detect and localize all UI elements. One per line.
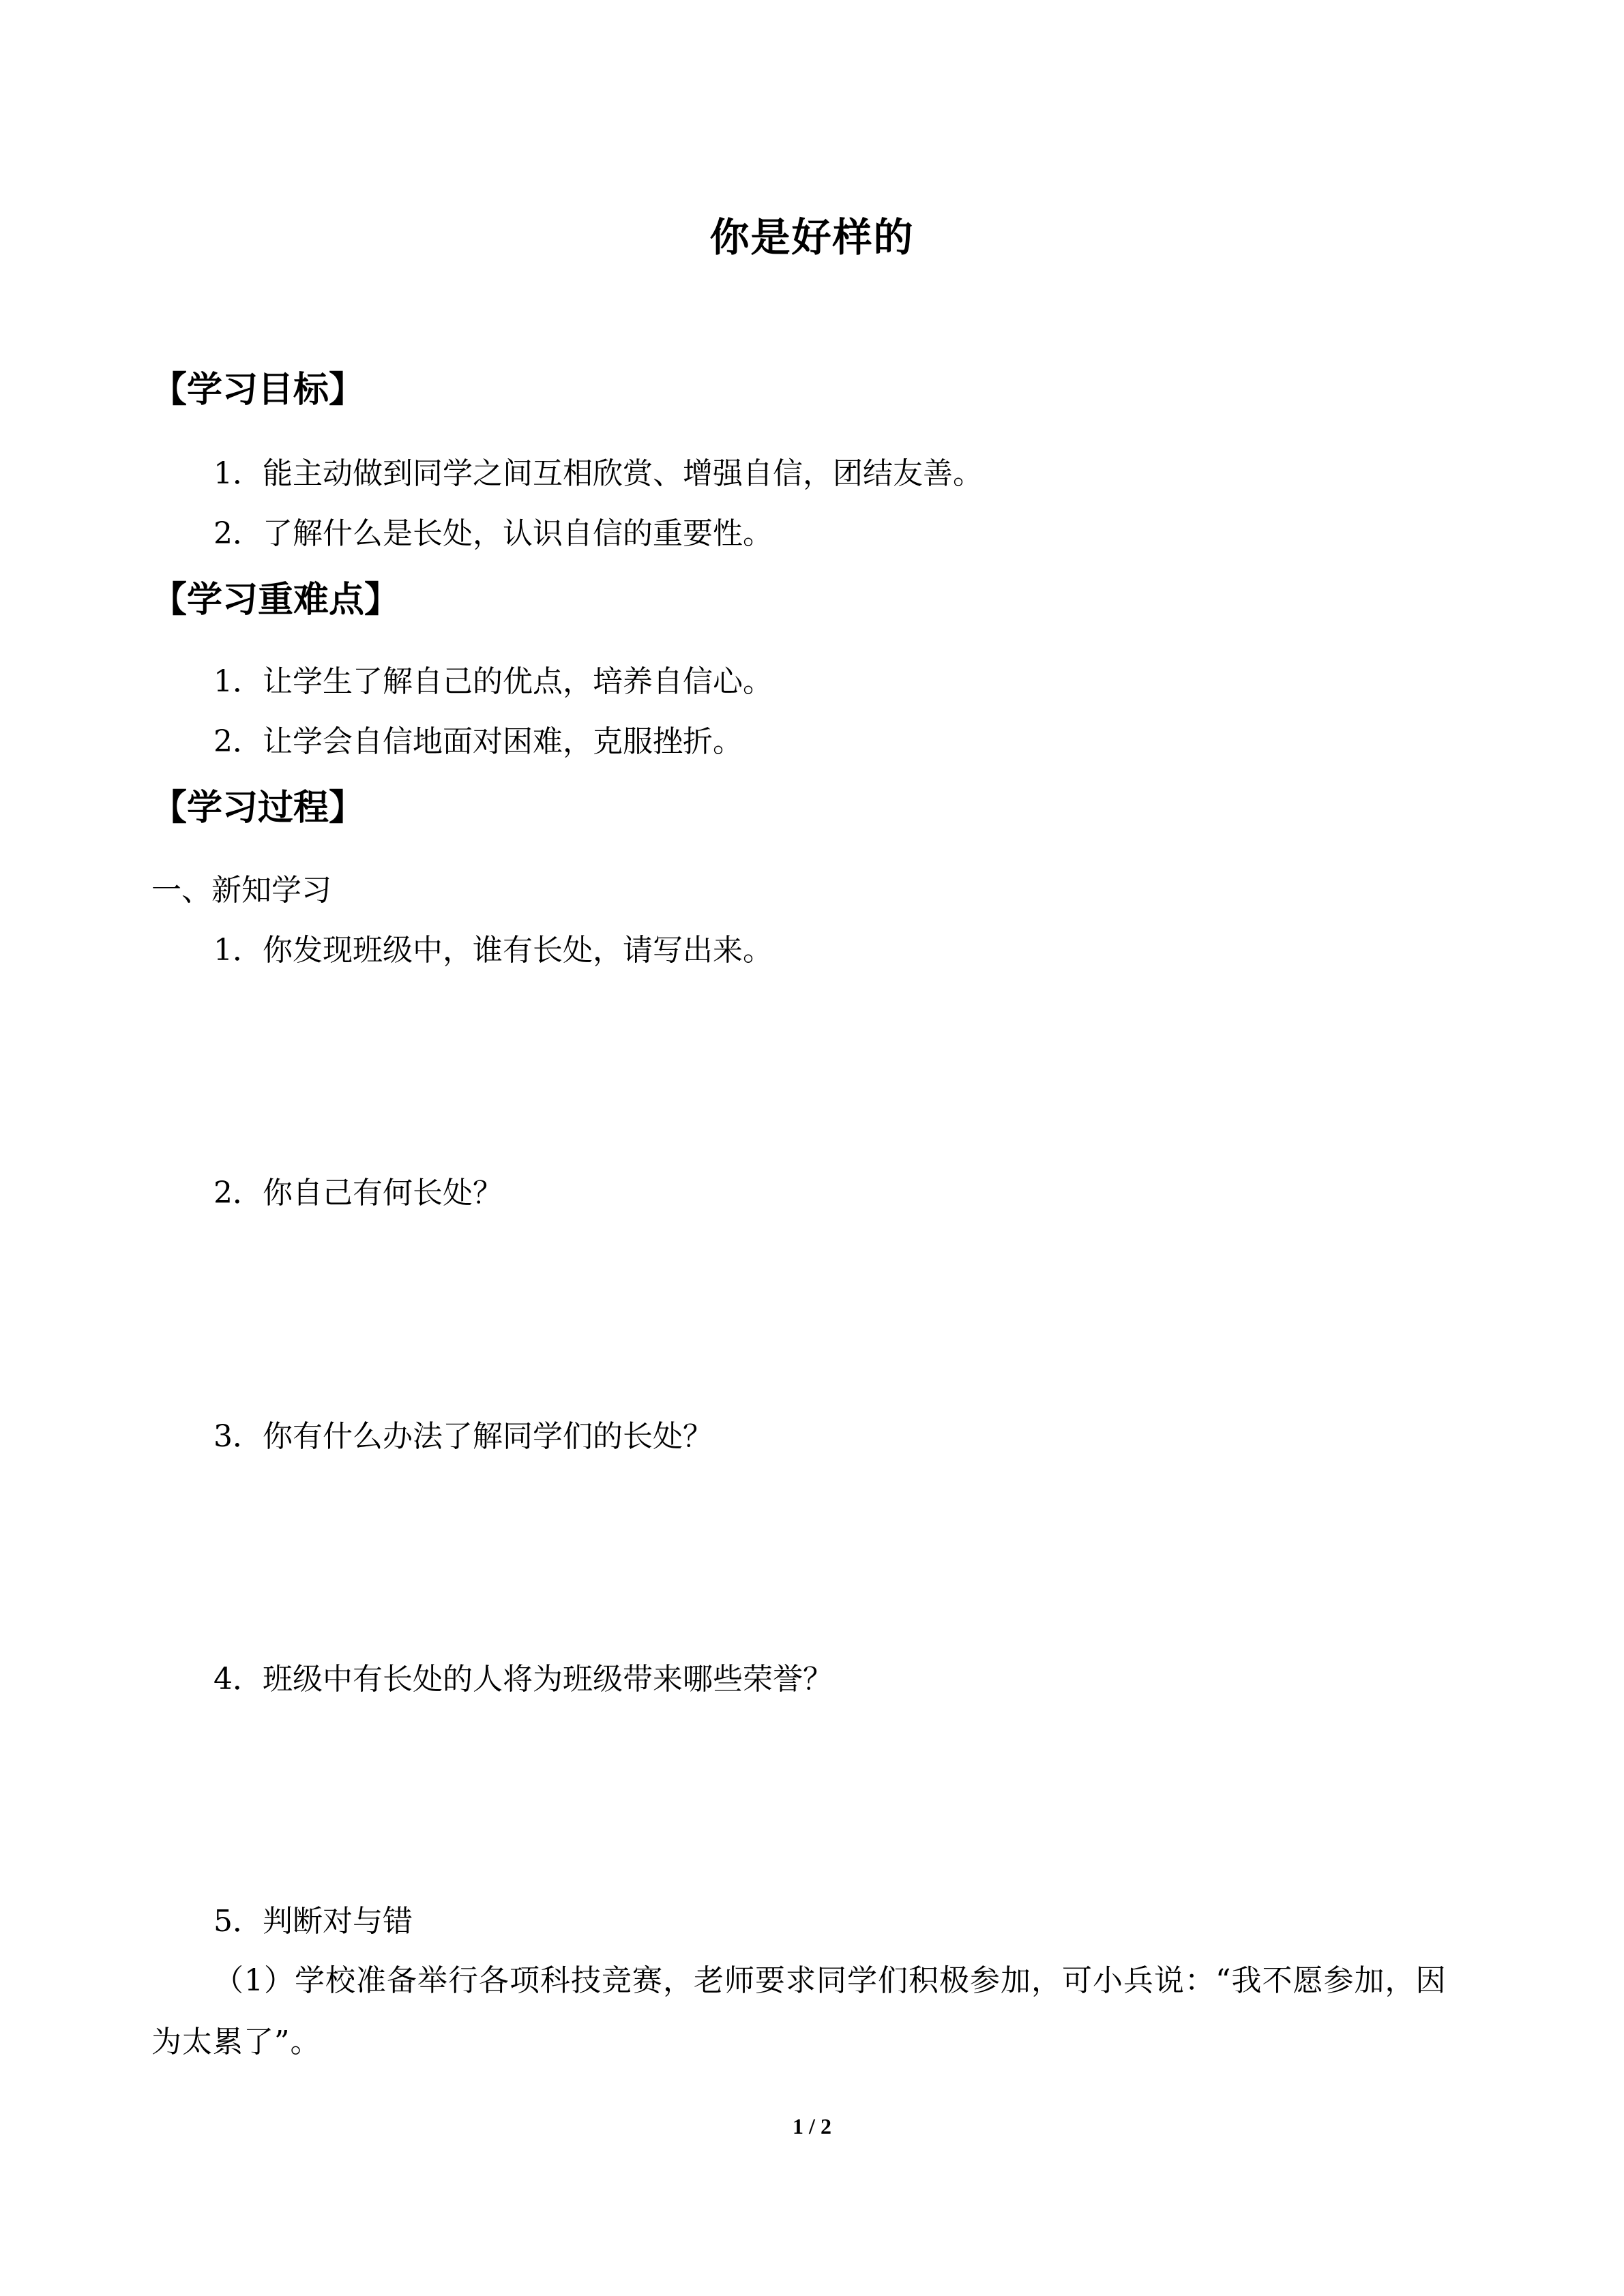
goal-item-1: 1．能主动做到同学之间互相欣赏、增强自信，团结友善。 xyxy=(213,456,983,491)
subsection-new-knowledge: 一、新知学习 xyxy=(151,873,331,908)
document-title: 你是好样的 xyxy=(709,214,915,260)
question-1: 1．你发现班级中，谁有长处，请写出来。 xyxy=(213,933,773,968)
question-3: 3．你有什么办法了解同学们的长处？ xyxy=(213,1419,713,1454)
question-2: 2．你自己有何长处？ xyxy=(213,1176,503,1210)
section-heading-goals: 【学习目标】 xyxy=(151,370,365,411)
key-point-item-1: 1．让学生了解自己的优点，培养自信心。 xyxy=(213,664,773,699)
page-number: 1 / 2 xyxy=(793,2114,831,2138)
judgement-item-1: （1）学校准备举行各项科技竞赛，老师要求同学们积极参加，可小兵说：“我不愿参加，因为太累了”。 xyxy=(151,1963,1447,2059)
section-heading-process: 【学习过程】 xyxy=(151,788,365,829)
key-point-item-2: 2．让学会自信地面对困难，克服挫折。 xyxy=(213,724,743,759)
goal-item-2: 2．了解什么是长处，认识自信的重要性。 xyxy=(213,516,773,551)
question-5: 5．判断对与错 xyxy=(213,1904,413,1939)
question-4: 4．班级中有长处的人将为班级带来哪些荣誉？ xyxy=(213,1662,833,1697)
section-heading-key-points: 【学习重难点】 xyxy=(151,580,400,621)
